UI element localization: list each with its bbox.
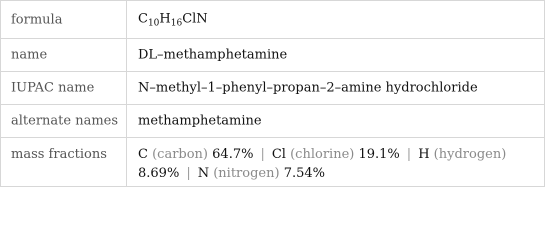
row-name: [1, 38, 544, 71]
formula-h: H: [159, 11, 171, 26]
mass-item-n: [198, 166, 325, 181]
mass-cl-element: (chlorine): [290, 147, 355, 162]
mass-separator: |: [186, 166, 191, 181]
formula-c: C: [138, 11, 148, 26]
label-mass: [1, 138, 127, 187]
label-iupac-text: IUPAC name: [11, 80, 95, 96]
mass-n-symbol: N: [197, 166, 210, 181]
mass-h-value: 8.69%: [138, 166, 180, 181]
iupac-value: N–methyl–1–phenyl–propan–2–amine hydrochloride: [138, 80, 478, 96]
mass-n-element: (nitrogen): [213, 166, 280, 181]
row-formula: [1, 1, 544, 38]
label-alternate-text: alternate names: [11, 113, 119, 129]
value-alternate: [128, 105, 544, 137]
alternate-value: methamphetamine: [138, 113, 262, 129]
value-iupac: [128, 72, 544, 104]
label-formula: [1, 1, 127, 38]
row-iupac-name: [1, 71, 544, 104]
label-iupac: [1, 72, 127, 104]
chemical-formula: [138, 11, 536, 28]
formula-h-count: 16: [170, 18, 183, 28]
mass-h-symbol: H: [418, 147, 430, 162]
label-name-text: name: [11, 47, 48, 63]
mass-item-h: [418, 147, 506, 162]
label-name: [1, 39, 127, 71]
formula-c-count: 10: [147, 18, 160, 28]
mass-separator: |: [260, 147, 265, 162]
label-alternate: [1, 105, 127, 137]
row-mass-fractions: [1, 137, 544, 187]
mass-separator: |: [406, 147, 412, 162]
row-alternate-names: [1, 104, 544, 137]
mass-c-element: (carbon): [152, 147, 209, 162]
value-formula: [128, 1, 544, 38]
mass-cl-value: 19.1%: [358, 147, 400, 162]
label-formula-text: formula: [11, 12, 63, 27]
mass-line-2: [138, 166, 325, 181]
mass-item-c: [138, 147, 253, 162]
value-mass: [128, 138, 544, 187]
formula-rest: ClN: [182, 11, 208, 26]
mass-cl-symbol: Cl: [271, 147, 286, 162]
mass-item-cl: [272, 147, 400, 162]
mass-c-value: 64.7%: [212, 147, 254, 162]
mass-h-element: (hydrogen): [433, 147, 507, 162]
mass-c-symbol: C: [138, 147, 148, 162]
value-name: [128, 39, 544, 71]
label-mass-text: mass fractions: [11, 147, 107, 162]
name-value: DL–methamphetamine: [138, 47, 288, 63]
mass-line-1: [138, 147, 506, 162]
mass-n-value: 7.54%: [283, 166, 325, 181]
